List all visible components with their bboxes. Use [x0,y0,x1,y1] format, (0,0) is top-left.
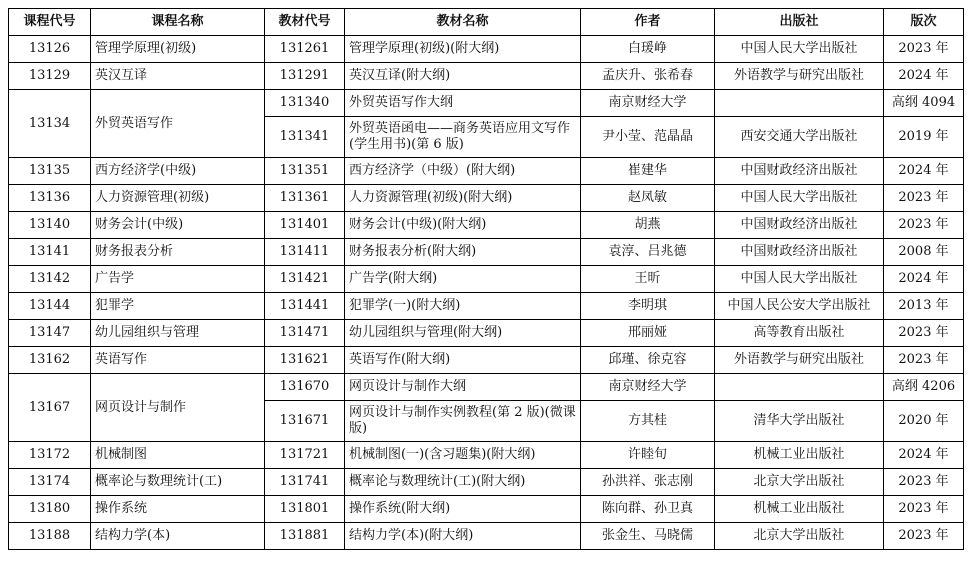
edition-cell: 2024 年 [884,266,964,293]
course-name-cell: 人力资源管理(初级) [91,185,265,212]
course-name-cell: 幼儿园组织与管理 [91,320,265,347]
header-author: 作者 [581,9,715,36]
course-name-cell: 操作系统 [91,496,265,523]
table-row [9,469,964,496]
publisher-cell: 北京大学出版社 [715,469,884,496]
author-cell: 南京财经大学 [581,374,715,401]
publisher-cell: 外语教学与研究出版社 [715,63,884,90]
course-name-cell: 西方经济学(中级) [91,158,265,185]
author-cell: 邱瑾、徐克容 [581,347,715,374]
author-cell: 张金生、马晓儒 [581,523,715,550]
edition-cell: 高纲 4206 [884,374,964,401]
publisher-cell: 外语教学与研究出版社 [715,347,884,374]
book-code-cell: 131291 [265,63,345,90]
course-name-cell: 财务报表分析 [91,239,265,266]
course-name-cell: 管理学原理(初级) [91,36,265,63]
edition-cell: 2024 年 [884,63,964,90]
course-code-cell: 13188 [9,523,91,550]
table-row [9,63,964,90]
book-name-cell: 英汉互译(附大纲) [345,63,581,90]
edition-cell: 2023 年 [884,347,964,374]
publisher-cell: 北京大学出版社 [715,523,884,550]
book-code-cell: 131441 [265,293,345,320]
book-name-cell: 西方经济学（中级）(附大纲) [345,158,581,185]
header-publisher: 出版社 [715,9,884,36]
course-code-cell: 13172 [9,442,91,469]
publisher-cell: 机械工业出版社 [715,496,884,523]
book-code-cell: 131351 [265,158,345,185]
course-code-cell: 13126 [9,36,91,63]
edition-cell: 2023 年 [884,523,964,550]
edition-cell: 2023 年 [884,496,964,523]
table-row [9,347,964,374]
course-code-cell: 13134 [9,90,91,158]
textbook-table [8,8,964,550]
book-code-cell: 131261 [265,36,345,63]
publisher-cell: 中国财政经济出版社 [715,158,884,185]
course-name-cell: 英汉互译 [91,63,265,90]
table-row [9,36,964,63]
edition-cell: 2023 年 [884,36,964,63]
book-name-cell: 财务报表分析(附大纲) [345,239,581,266]
table-row [9,90,964,117]
publisher-cell: 中国人民大学出版社 [715,36,884,63]
book-code-cell: 131801 [265,496,345,523]
course-code-cell: 13141 [9,239,91,266]
course-code-cell: 13167 [9,374,91,442]
book-code-cell: 131340 [265,90,345,117]
table-row [9,239,964,266]
author-cell: 崔建华 [581,158,715,185]
course-code-cell: 13180 [9,496,91,523]
book-name-cell: 外贸英语函电——商务英语应用文写作(学生用书)(第 6 版) [345,117,581,158]
table-row [9,266,964,293]
publisher-cell: 中国财政经济出版社 [715,239,884,266]
book-code-cell: 131670 [265,374,345,401]
header-book-name: 教材名称 [345,9,581,36]
course-name-cell: 外贸英语写作 [91,90,265,158]
table-row [9,442,964,469]
course-code-cell: 13140 [9,212,91,239]
author-cell: 南京财经大学 [581,90,715,117]
table-row [9,320,964,347]
publisher-cell: 中国财政经济出版社 [715,212,884,239]
edition-cell: 高纲 4094 [884,90,964,117]
edition-cell: 2008 年 [884,239,964,266]
edition-cell: 2019 年 [884,117,964,158]
course-name-cell: 结构力学(本) [91,523,265,550]
edition-cell: 2013 年 [884,293,964,320]
header-course-code: 课程代号 [9,9,91,36]
author-cell: 白瑗峥 [581,36,715,63]
author-cell: 许睦旬 [581,442,715,469]
publisher-cell: 清华大学出版社 [715,401,884,442]
author-cell: 王昕 [581,266,715,293]
author-cell: 尹小莹、范晶晶 [581,117,715,158]
edition-cell: 2023 年 [884,212,964,239]
course-code-cell: 13174 [9,469,91,496]
course-name-cell: 财务会计(中级) [91,212,265,239]
header-edition: 版次 [884,9,964,36]
book-code-cell: 131621 [265,347,345,374]
book-name-cell: 结构力学(本)(附大纲) [345,523,581,550]
publisher-cell: 高等教育出版社 [715,320,884,347]
book-name-cell: 概率论与数理统计(工)(附大纲) [345,469,581,496]
publisher-cell: 中国人民大学出版社 [715,266,884,293]
book-code-cell: 131671 [265,401,345,442]
course-code-cell: 13135 [9,158,91,185]
table-header-row [9,9,964,36]
book-name-cell: 财务会计(中级)(附大纲) [345,212,581,239]
book-name-cell: 犯罪学(一)(附大纲) [345,293,581,320]
table-row [9,212,964,239]
publisher-cell [715,90,884,117]
book-name-cell: 幼儿园组织与管理(附大纲) [345,320,581,347]
book-name-cell: 英语写作(附大纲) [345,347,581,374]
course-name-cell: 机械制图 [91,442,265,469]
publisher-cell: 机械工业出版社 [715,442,884,469]
table-row [9,293,964,320]
author-cell: 李明琪 [581,293,715,320]
author-cell: 方其桂 [581,401,715,442]
course-name-cell: 概率论与数理统计(工) [91,469,265,496]
author-cell: 胡燕 [581,212,715,239]
author-cell: 袁淳、吕兆德 [581,239,715,266]
table-row [9,523,964,550]
book-name-cell: 人力资源管理(初级)(附大纲) [345,185,581,212]
author-cell: 邢丽娅 [581,320,715,347]
book-name-cell: 管理学原理(初级)(附大纲) [345,36,581,63]
book-name-cell: 网页设计与制作实例教程(第 2 版)(微课版) [345,401,581,442]
book-name-cell: 网页设计与制作大纲 [345,374,581,401]
edition-cell: 2024 年 [884,158,964,185]
course-name-cell: 网页设计与制作 [91,374,265,442]
course-name-cell: 广告学 [91,266,265,293]
book-name-cell: 操作系统(附大纲) [345,496,581,523]
book-code-cell: 131721 [265,442,345,469]
header-book-code: 教材代号 [265,9,345,36]
book-code-cell: 131881 [265,523,345,550]
edition-cell: 2020 年 [884,401,964,442]
author-cell: 赵凤敏 [581,185,715,212]
table-row [9,374,964,401]
book-code-cell: 131341 [265,117,345,158]
publisher-cell: 中国人民大学出版社 [715,185,884,212]
course-code-cell: 13162 [9,347,91,374]
author-cell: 孙洪祥、张志刚 [581,469,715,496]
book-code-cell: 131741 [265,469,345,496]
table-row [9,496,964,523]
book-code-cell: 131361 [265,185,345,212]
book-name-cell: 广告学(附大纲) [345,266,581,293]
book-code-cell: 131401 [265,212,345,239]
textbook-table-container [8,8,964,550]
publisher-cell: 中国人民公安大学出版社 [715,293,884,320]
course-name-cell: 犯罪学 [91,293,265,320]
edition-cell: 2024 年 [884,442,964,469]
course-code-cell: 13147 [9,320,91,347]
edition-cell: 2023 年 [884,185,964,212]
edition-cell: 2023 年 [884,469,964,496]
book-code-cell: 131471 [265,320,345,347]
book-code-cell: 131411 [265,239,345,266]
edition-cell: 2023 年 [884,320,964,347]
publisher-cell [715,374,884,401]
author-cell: 陈向群、孙卫真 [581,496,715,523]
book-name-cell: 外贸英语写作大纲 [345,90,581,117]
course-code-cell: 13136 [9,185,91,212]
book-code-cell: 131421 [265,266,345,293]
course-code-cell: 13144 [9,293,91,320]
course-code-cell: 13142 [9,266,91,293]
author-cell: 孟庆升、张希春 [581,63,715,90]
course-name-cell: 英语写作 [91,347,265,374]
publisher-cell: 西安交通大学出版社 [715,117,884,158]
table-row [9,158,964,185]
table-row [9,185,964,212]
course-code-cell: 13129 [9,63,91,90]
book-name-cell: 机械制图(一)(含习题集)(附大纲) [345,442,581,469]
header-course-name: 课程名称 [91,9,265,36]
